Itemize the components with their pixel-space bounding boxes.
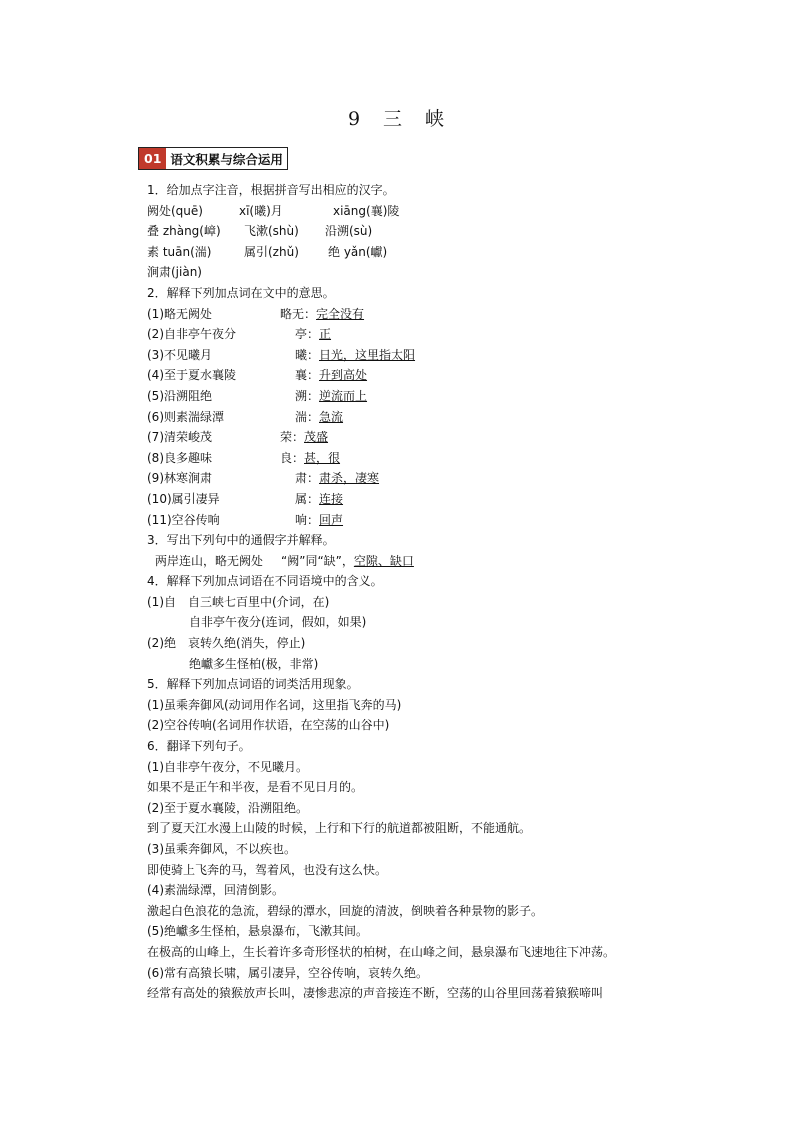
section-label: 语文积累与综合运用 [166,148,287,169]
q1-heading: 1．给加点字注音，根据拼音写出相应的汉字。 [147,183,395,197]
q3-heading: 3．写出下列句中的通假字并解释。 [147,533,335,548]
page-title: 9 三 峡 [347,108,447,130]
q6-translation: 即使骑上飞奔的马，驾着风，也没有这么快。 [147,862,388,877]
section-number: 01 [139,148,166,169]
q2-answer: 正 [319,327,332,342]
q2-item [147,324,707,345]
exercise-content [147,180,707,1004]
q6-translation: 经常有高处的猿猴放声长叫，凄惨悲凉的声音接连不断，空荡的山谷里回荡着猿猴啼叫 [147,986,604,1001]
q3-item [147,551,707,572]
q1-item: xī(曦)月 [239,203,283,218]
q5-item: (2)空谷传响(名词用作状语，在空荡的山谷中) [147,718,390,733]
q4-heading: 4．解释下列加点词语在不同语境中的含义。 [147,574,383,589]
q6-heading: 6．翻译下列句子。 [147,739,251,754]
q1-item: 阙处(quē) [147,203,203,218]
q5-heading: 5．解释下列加点词语的词类活用现象。 [147,677,359,692]
q6-sentence: (6)常有高猿长啸，属引凄异，空谷传响，哀转久绝。 [147,965,429,980]
q1-row [147,242,707,263]
q6-sentence: (2)至于夏水襄陵，沿溯阻绝。 [147,800,308,815]
q2-answer: 肃杀，凄寒 [319,471,380,486]
q3-note: “阙”同“缺”， [281,553,354,568]
q6-translation: 激起白色浪花的急流，碧绿的潭水，回旋的清波，倒映着各种景物的影子。 [147,903,544,918]
q2-item [147,365,707,386]
q2-phrase: (6)则素湍绿潭 [147,409,224,424]
q6-sentence: (4)素湍绿潭，回清倒影。 [147,883,284,898]
q2-word: 荣： [280,430,305,445]
q4-item: (1)自 自三峡七百里中(介词，在) [147,594,330,609]
q2-phrase: (1)略无阙处 [147,306,212,321]
q2-phrase: (3)不见曦月 [147,347,212,362]
q5-item: (1)虽乘奔御风(动词用作名词，这里指飞奔的马) [147,697,402,712]
q6-sentence: (3)虽乘奔御风，不以疾也。 [147,842,296,856]
q2-word: 良： [280,450,305,465]
q1-row: 涧肃(jiàn) [147,265,202,280]
q2-item [147,489,707,510]
q2-word: 湍： [295,409,320,424]
q2-phrase: (7)清荣峻茂 [147,430,212,445]
q1-item: 素 tuān(湍) [147,244,212,259]
q2-heading: 2．解释下列加点词在文中的意思。 [147,285,335,300]
q1-item: 飞漱(shù) [244,224,299,239]
q2-phrase: (8)良多趣味 [147,450,212,465]
q2-word: 肃： [295,471,320,486]
q2-item [147,407,707,428]
q1-row [147,201,707,222]
q2-word: 襄： [295,368,320,383]
q4-item: 自非亭午夜分(连词，假如，如果) [189,615,367,630]
q3-answer: 空隙、缺口 [353,553,414,568]
q2-word: 溯： [295,388,320,403]
q2-answer: 日光，这里指太阳 [319,347,416,362]
q2-item [147,448,707,469]
q2-phrase: (9)林寒涧肃 [147,471,212,486]
q2-answer: 逆流而上 [319,388,368,403]
q2-word: 属： [295,491,320,506]
q6-sentence: (1)自非亭午夜分，不见曦月。 [147,759,308,774]
q2-word: 曦： [295,347,320,362]
q6-sentence: (5)绝巘多生怪柏，悬泉瀑布，飞漱其间。 [147,924,368,939]
q2-phrase: (10)属引凄异 [147,491,220,506]
q6-translation: 到了夏天江水漫上山陵的时候，上行和下行的航道都被阻断，不能通航。 [147,821,532,836]
q3-sentence: 两岸连山，略无阙处 [155,553,264,568]
q1-row [147,221,707,242]
q2-item [147,345,707,366]
q2-item [147,510,707,531]
q2-answer: 回声 [319,512,344,527]
q2-answer: 甚，很 [304,450,341,465]
q2-item [147,386,707,407]
q2-word: 响： [295,512,320,527]
q2-answer: 连接 [319,491,344,506]
q2-phrase: (4)至于夏水襄陵 [147,368,236,383]
q2-answer: 急流 [319,409,344,424]
q2-answer: 茂盛 [304,430,329,445]
q1-item: 绝 yǎn(巘) [328,244,388,259]
q4-item: (2)绝 哀转久绝(消失，停止) [147,636,306,651]
q2-phrase: (11)空谷传响 [147,512,220,527]
q1-item: 叠 zhàng(嶂) [147,224,221,239]
q2-item [147,304,707,325]
q2-word: 亭： [295,327,320,342]
q1-item: 沿溯(sù) [325,224,373,239]
section-badge [138,147,288,170]
q6-translation: 在极高的山峰上，生长着许多奇形怪状的柏树，在山峰之间，悬泉瀑布飞速地往下冲荡。 [147,944,616,959]
q1-item: 属引(zhǔ) [244,244,299,259]
q6-translation: 如果不是正午和半夜，是看不见日月的。 [147,780,364,795]
q2-item [147,427,707,448]
q4-item: 绝巘多生怪柏(极，非常) [189,656,319,671]
q2-phrase: (2)自非亭午夜分 [147,327,236,342]
q2-word: 略无： [280,306,317,321]
q2-answer: 升到高处 [319,368,368,383]
q2-phrase: (5)沿溯阻绝 [147,388,212,403]
q2-answer: 完全没有 [316,306,365,321]
q2-item [147,468,707,489]
q1-item: xiāng(襄)陵 [333,203,400,218]
